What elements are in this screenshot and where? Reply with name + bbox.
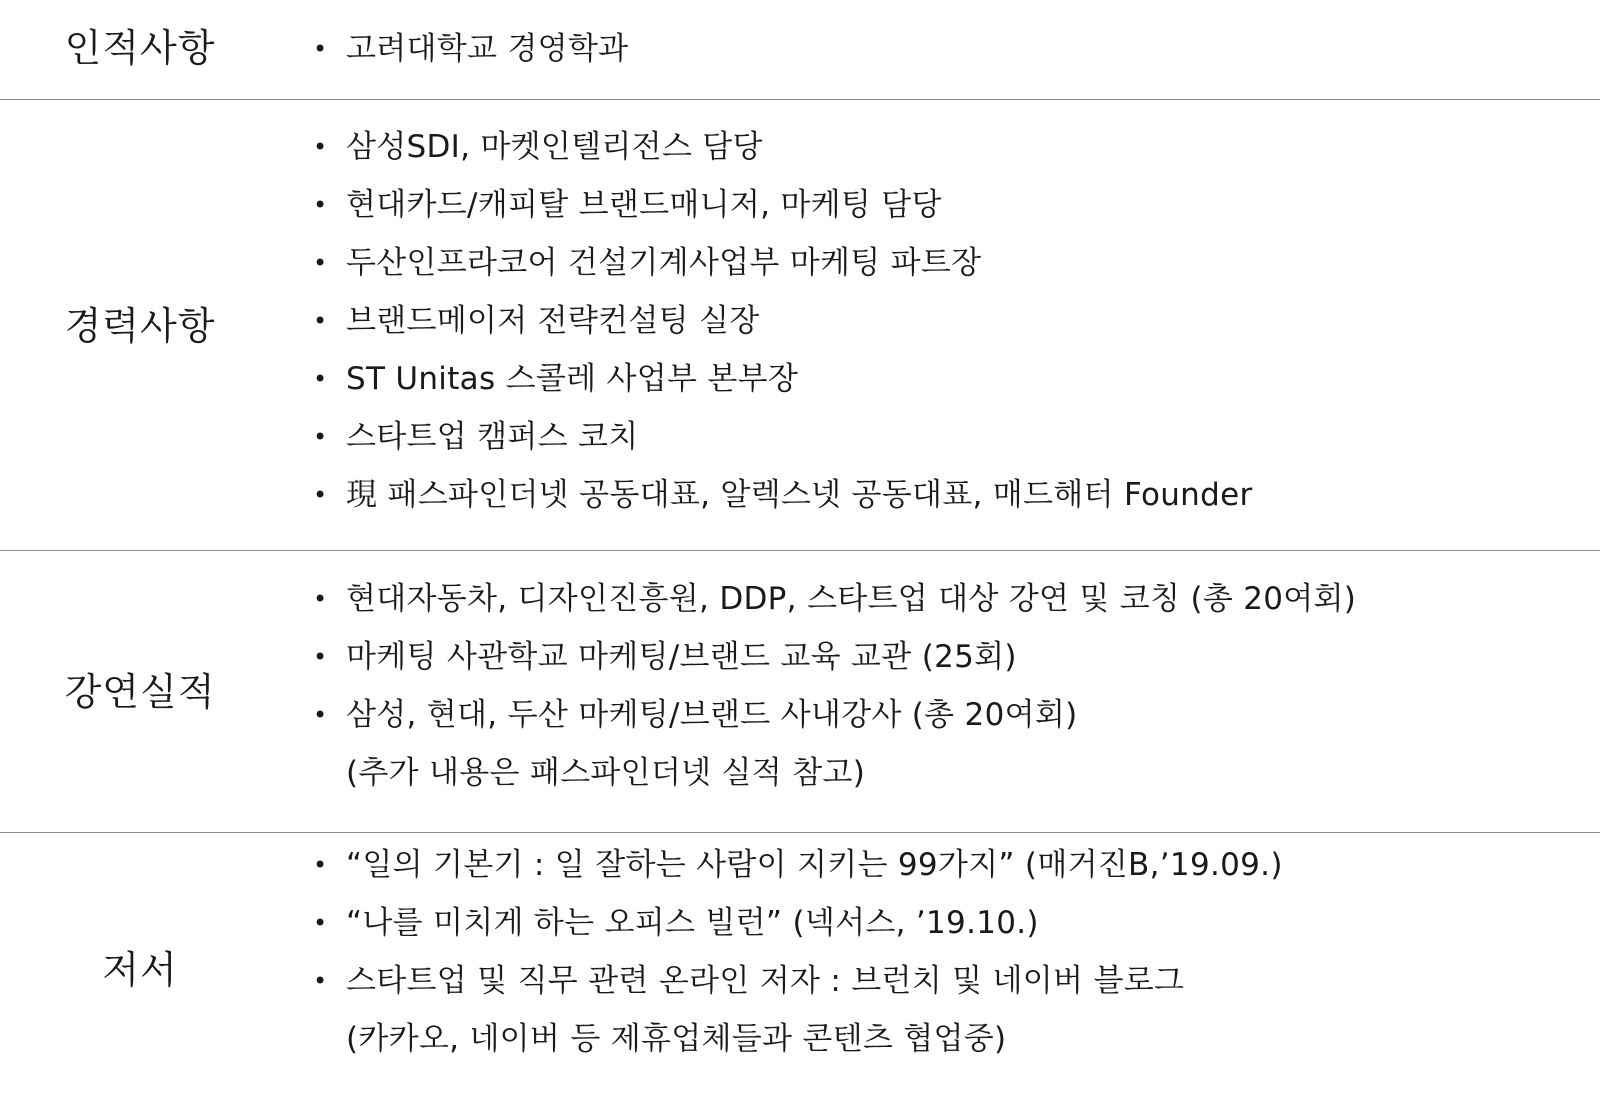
list-item-text: ST Unitas 스콜레 사업부 본부장 <box>346 361 799 397</box>
section-lectures <box>0 551 1600 833</box>
bullet-icon: • <box>313 481 328 509</box>
list-item-text: (카카오, 네이버 등 제휴업체들과 콘텐츠 협업중) <box>346 1021 1007 1057</box>
list-item-text: 현대자동차, 디자인진흥원, DDP, 스타트업 대상 강연 및 코칭 (총 20여회) <box>346 581 1357 617</box>
bullet-icon: • <box>313 585 328 613</box>
section-label-lectures: 강연실적 <box>64 670 216 714</box>
bullet-icon: • <box>313 191 328 219</box>
list-item-text: 스타트업 캠퍼스 코치 <box>346 419 639 455</box>
list-item-text: “나를 미치게 하는 오피스 빌런” (넥서스, ’19.10.) <box>346 905 1039 941</box>
bullet-icon: • <box>313 307 328 335</box>
list-item-text: 마케팅 사관학교 마케팅/브랜드 교육 교관 (25회) <box>346 639 1017 675</box>
list-item-text: 현대카드/캐피탈 브랜드매니저, 마케팅 담당 <box>346 187 942 223</box>
bullet-icon: • <box>313 35 328 63</box>
list-item-text: 스타트업 및 직무 관련 온라인 저자 : 브런치 및 네이버 블로그 <box>346 963 1185 999</box>
list-item-text: 삼성, 현대, 두산 마케팅/브랜드 사내강사 (총 20여회) <box>346 697 1078 733</box>
list-item-text: 고려대학교 경영학과 <box>346 31 629 67</box>
bullet-icon: • <box>313 365 328 393</box>
section-label-career: 경력사항 <box>64 304 216 348</box>
bullet-icon: • <box>313 701 328 729</box>
list-item-text: (추가 내용은 패스파인더넷 실적 참고) <box>346 755 866 791</box>
list-item-text: 두산인프라코어 건설기계사업부 마케팅 파트장 <box>346 245 982 281</box>
section-personal <box>0 0 1600 100</box>
bullet-icon: • <box>313 133 328 161</box>
list-item-text: 브랜드메이저 전략컨설팅 실장 <box>346 303 760 339</box>
bullet-icon: • <box>313 249 328 277</box>
section-career <box>0 100 1600 551</box>
bullet-icon: • <box>313 643 328 671</box>
bullet-icon: • <box>313 423 328 451</box>
section-label-books: 저서 <box>102 948 178 992</box>
list-item-text: 삼성SDI, 마켓인텔리전스 담당 <box>346 129 763 165</box>
bullet-icon: • <box>313 851 328 879</box>
section-label-personal: 인적사항 <box>64 26 216 70</box>
bullet-icon: • <box>313 967 328 995</box>
list-item-text: 現 패스파인더넷 공동대표, 알렉스넷 공동대표, 매드해터 Founder <box>346 477 1253 513</box>
list-item-text: “일의 기본기 : 일 잘하는 사람이 지키는 99가지” (매거진B,’19.09.) <box>346 847 1283 883</box>
bullet-icon: • <box>313 909 328 937</box>
section-books <box>0 833 1600 1110</box>
